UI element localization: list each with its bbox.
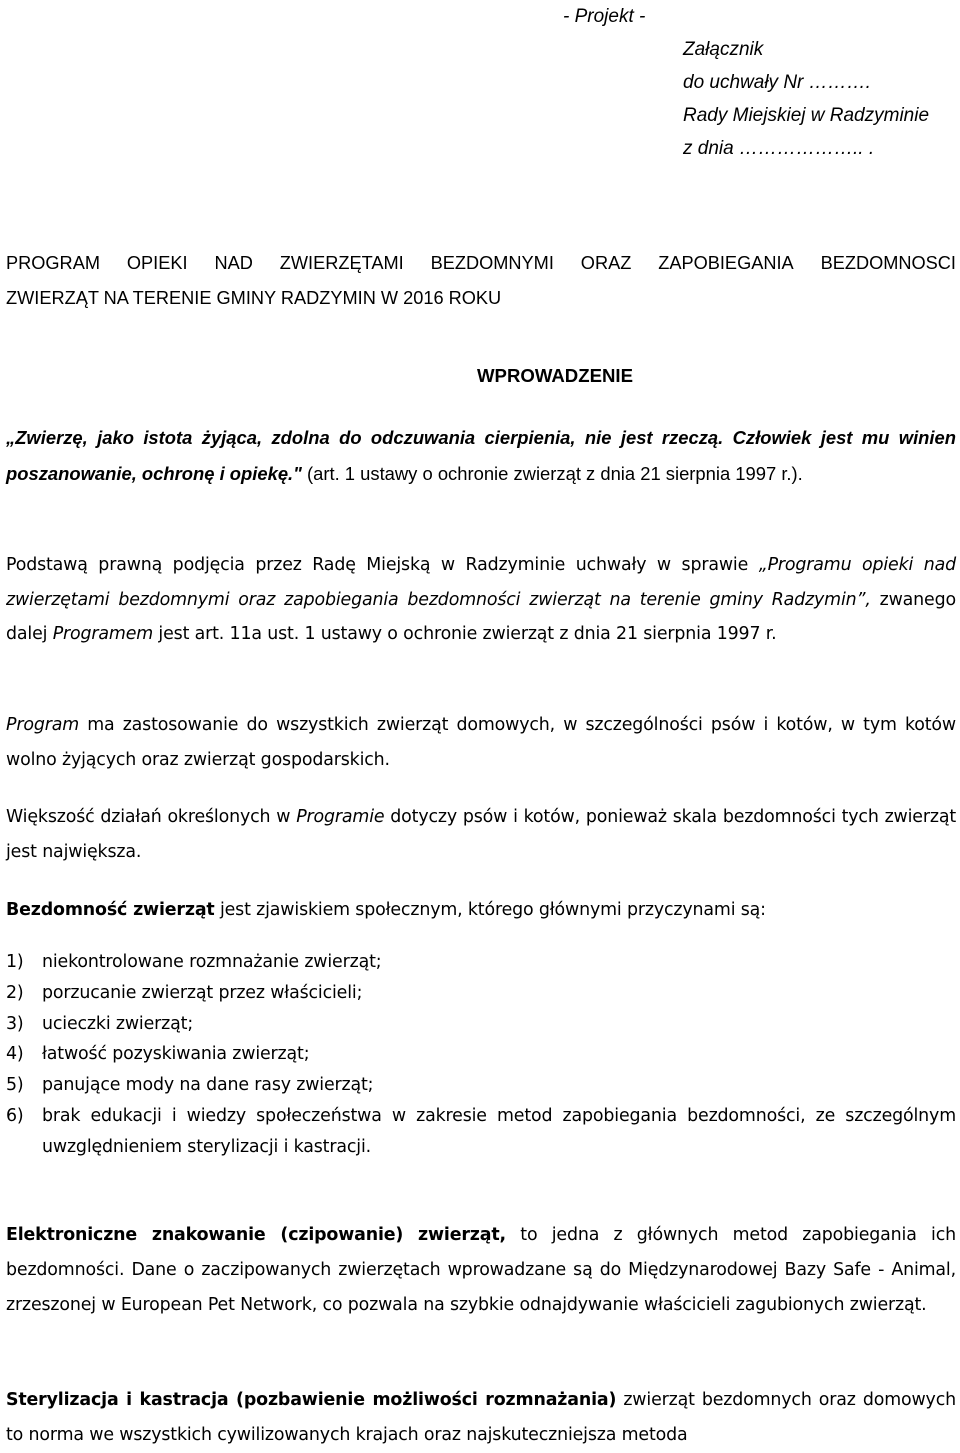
- intro-quote: „Zwierzę, jako istota żyjąca, zdolna do odczuwania cierpienia, nie jest rzeczą. Człowiek jest mu winien poszanowanie, ochronę i opiekę.": [6, 427, 956, 484]
- text-run: zwierząt bezdomnych oraz domowych to norma we wszystkich cywilizowanych krajach oraz najskuteczniejsza metoda: [6, 1390, 956, 1445]
- header-line-date: z dnia ……………….. .: [683, 138, 875, 159]
- list-item: [6, 1039, 956, 1070]
- text-run: Większość działań określonych w: [6, 807, 297, 827]
- chipping-paragraph: [6, 1218, 956, 1323]
- title-word: BEZDOMNOSCI: [820, 253, 956, 273]
- text-run: zwanego dalej: [6, 589, 956, 644]
- document-title: [6, 246, 956, 316]
- title-word: PROGRAM: [6, 253, 100, 273]
- title-word: OPIEKI: [126, 253, 188, 273]
- list-text: panujące mody na dane rasy zwierząt;: [42, 1075, 374, 1096]
- title-word: ORAZ: [580, 253, 632, 273]
- list-item: [6, 1101, 956, 1163]
- legal-basis-paragraph: [6, 548, 956, 652]
- header-line-attachment: Załącznik: [683, 39, 764, 60]
- text-run: jest art. 11a ust. 1 ustawy o ochronie zwierząt z dnia 21 sierpnia 1997 r.: [153, 624, 777, 644]
- list-item: [6, 1009, 956, 1040]
- causes-list: [6, 947, 956, 1163]
- intro-quote-paragraph: [6, 420, 956, 492]
- title-line-1: [6, 246, 956, 281]
- intro-citation: (art. 1 ustawy o ochronie zwierząt z dnia 21 sierpnia 1997 r.).: [301, 463, 803, 484]
- header-line-resolution: do uchwały Nr ……….: [683, 72, 871, 93]
- program-ref: Programem: [52, 624, 154, 644]
- title-word: NAD: [214, 253, 253, 273]
- list-text: brak edukacji i wiedzy społeczeństwa w zakresie metod zapobiegania bezdomności, ze szczególnym uwzględnieniem sterylizacji i kastracji.: [42, 1105, 956, 1157]
- program-ref: Programie: [296, 807, 385, 827]
- list-item: [6, 947, 956, 978]
- list-text: łatwość pozyskiwania zwierząt;: [42, 1044, 310, 1065]
- project-label: - Projekt -: [563, 6, 646, 27]
- text-run: ma zastosowanie do wszystkich zwierząt domowych, w szczególności psów i kotów, w tym kotów wolno żyjących oraz zwierząt gospodarskich.: [6, 715, 956, 770]
- bold-term: Elektroniczne znakowanie (czipowanie) zwierząt,: [6, 1225, 506, 1245]
- homelessness-paragraph: [6, 893, 956, 928]
- list-number: 1): [6, 952, 24, 972]
- list-number: 3): [6, 1013, 24, 1034]
- list-number: 2): [6, 982, 24, 1003]
- text-run: Podstawą prawną podjęcia przez Radę Miejską w Radzyminie uchwały w sprawie: [6, 555, 759, 575]
- program-ref: Program: [6, 715, 80, 735]
- text-run: dotyczy psów i kotów, ponieważ skala bezdomności tych zwierząt jest największa.: [6, 807, 956, 862]
- header-line-council: Rady Miejskiej w Radzyminie: [683, 105, 930, 126]
- majority-paragraph: [6, 800, 956, 869]
- attachment-header: [563, 0, 929, 165]
- list-text: niekontrolowane rozmnażanie zwierząt;: [42, 952, 382, 972]
- section-heading: WPROWADZENIE: [477, 365, 633, 386]
- list-text: porzucanie zwierząt przez właścicieli;: [42, 982, 363, 1003]
- title-line-2: ZWIERZĄT NA TERENIE GMINY RADZYMIN W 2016 ROKU: [6, 288, 502, 308]
- sterilization-paragraph: [6, 1383, 956, 1453]
- bold-term: Bezdomność zwierząt: [6, 900, 215, 920]
- program-title: „Programu opieki nad zwierzętami bezdomnymi oraz zapobiegania bezdomności zwierząt na terenie gminy Radzymin”,: [6, 555, 957, 610]
- list-number: 5): [6, 1075, 24, 1096]
- list-number: 4): [6, 1044, 24, 1065]
- list-number: 6): [6, 1105, 24, 1126]
- text-run: jest zjawiskiem społecznym, którego głównymi przyczynami są:: [214, 900, 766, 920]
- list-text: ucieczki zwierząt;: [42, 1013, 194, 1034]
- scope-paragraph: [6, 708, 956, 777]
- list-item: [6, 978, 956, 1009]
- bold-term: Sterylizacja i kastracja (pozbawienie możliwości rozmnażania): [6, 1390, 617, 1410]
- list-item: [6, 1070, 956, 1101]
- text-run: to jedna z głównych metod zapobiegania ich bezdomności. Dane o zaczipowanych zwierzętach wprowadzane są do Międzynarodowej Bazy Safe - Animal, zrzeszonej w European Pet Network, co pozwala na szybkie odnajdywanie właścicieli zagubionych zwierząt.: [6, 1225, 956, 1315]
- title-word: ZWIERZĘTAMI: [279, 253, 404, 273]
- title-word: BEZDOMNYMI: [430, 253, 554, 273]
- title-word: ZAPOBIEGANIA: [658, 253, 794, 273]
